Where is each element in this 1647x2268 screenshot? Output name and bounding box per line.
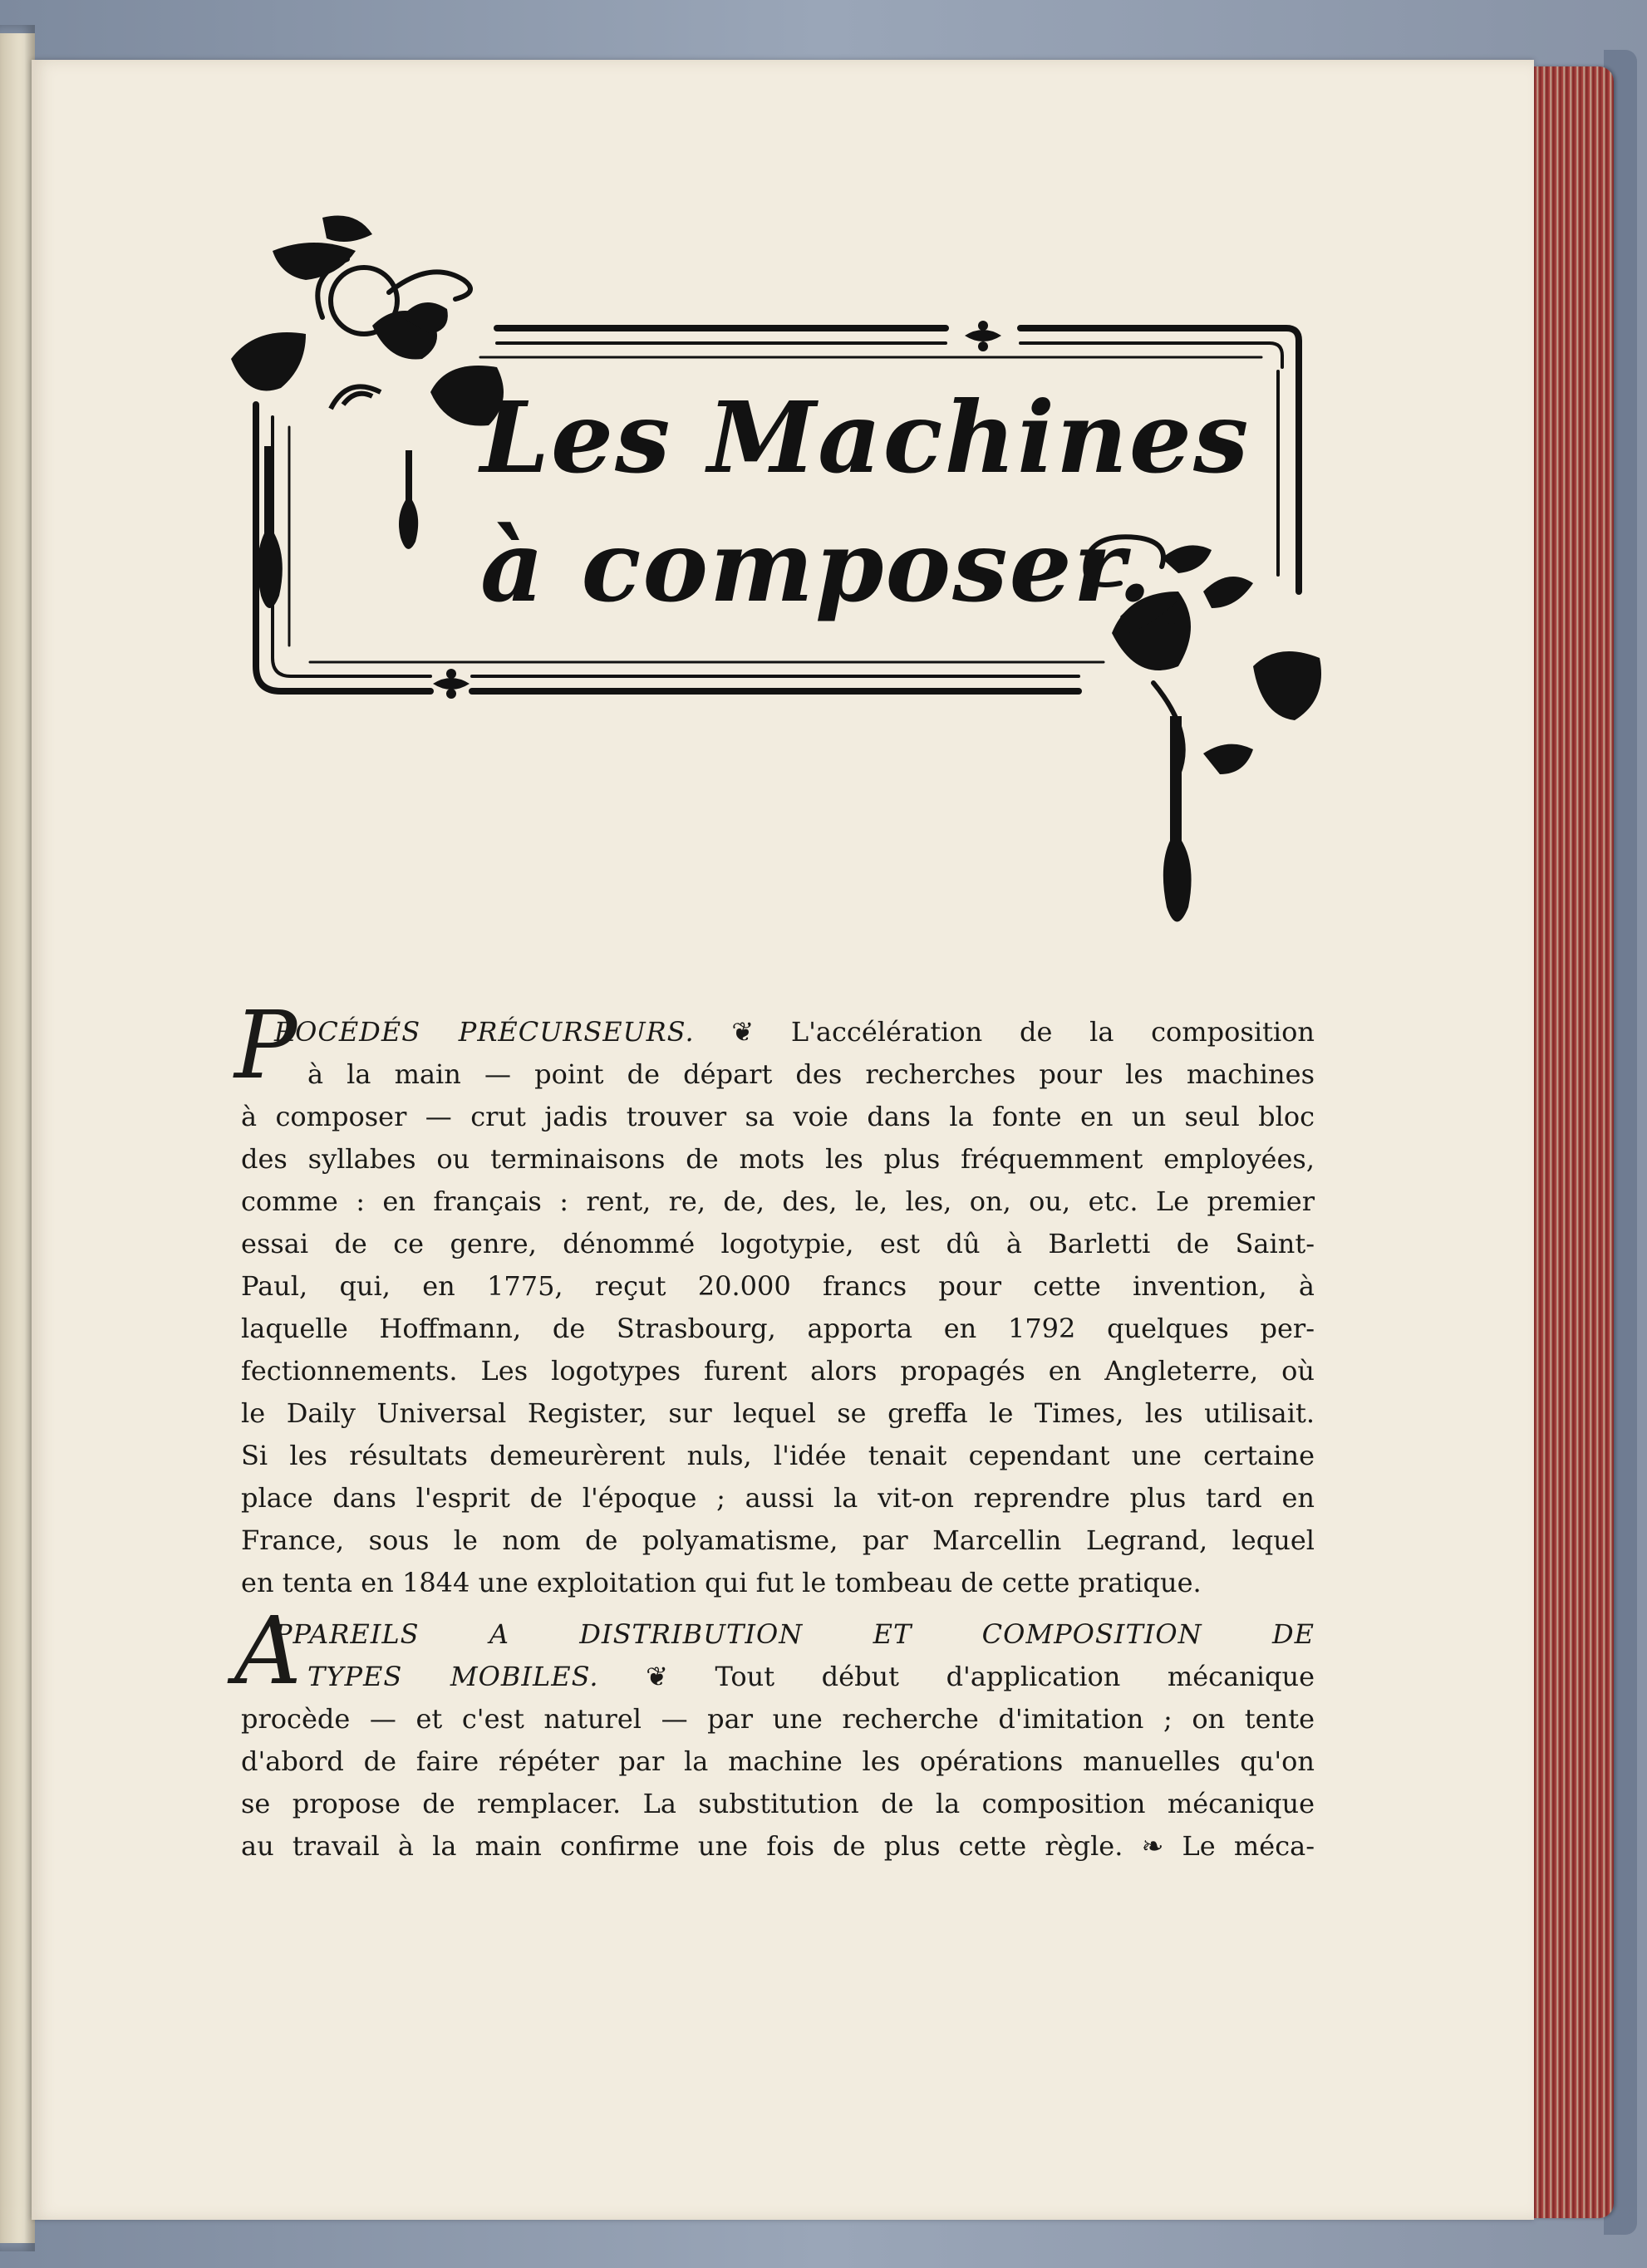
text-line: le Daily Universal Register, sur lequel se greffa le Times, les utilisait. xyxy=(241,1397,1315,1429)
text-line: en tenta en 1844 une exploitation qui fut le tombeau de cette pratique. xyxy=(241,1567,1202,1598)
text-line: au travail à la main confirme une fois de plus cette règle. ❧ Le méca- xyxy=(241,1830,1315,1862)
leaf-separator: ❦ xyxy=(646,1661,668,1692)
section-heading-line-2: TYPES MOBILES. xyxy=(307,1661,599,1692)
text-line: d'abord de faire répéter par la machine les opérations manuelles qu'on xyxy=(241,1745,1315,1777)
title-line-2: à composer. xyxy=(480,508,1154,624)
dropcap-a: A xyxy=(234,1598,302,1706)
page-edges xyxy=(1534,66,1614,2218)
section-procedes xyxy=(234,992,1315,1604)
title-line-1: Les Machines xyxy=(480,380,1251,495)
leaf-separator: ❦ xyxy=(731,1016,755,1048)
section-heading-line-1: PPAREILS A DISTRIBUTION ET COMPOSITION DE xyxy=(274,1618,1315,1650)
text-line: ROCÉDÉS PRÉCURSEURS. ❦ L'accélération de la composition xyxy=(274,1016,1315,1048)
left-page-edge xyxy=(0,33,35,2243)
text-line: essai de ce genre, dénommé logotypie, est dû à Barletti de Saint- xyxy=(241,1228,1315,1259)
text-line: place dans l'esprit de l'époque ; aussi la vit-on reprendre plus tard en xyxy=(241,1482,1315,1514)
title-ornament xyxy=(181,201,1361,965)
dropcap-p: P xyxy=(234,992,297,1100)
text-line: TYPES MOBILES. ❦ Tout début d'application mécanique xyxy=(307,1661,1315,1692)
section-appareils xyxy=(234,1598,1315,1868)
text-line: fectionnements. Les logotypes furent alors propagés en Angleterre, où xyxy=(241,1355,1315,1387)
text-line: à la main — point de départ des recherches pour les machines xyxy=(307,1058,1315,1090)
text-line: à composer — crut jadis trouver sa voie dans la fonte en un seul bloc xyxy=(241,1101,1315,1132)
text-line: se propose de remplacer. La substitution de la composition mécanique xyxy=(241,1788,1315,1819)
text-line: Si les résultats demeurèrent nuls, l'idée tenait cependant une certaine xyxy=(241,1440,1315,1471)
book-page xyxy=(32,60,1534,2220)
text-line: des syllabes ou terminaisons de mots les plus fréquemment employées, xyxy=(241,1143,1315,1175)
text-line: Paul, qui, en 1775, reçut 20.000 francs pour cette invention, à xyxy=(241,1270,1315,1302)
show-through xyxy=(223,434,1311,476)
text-line: procède — et c'est naturel — par une recherche d'imitation ; on tente xyxy=(241,1703,1315,1735)
text-line: France, sous le nom de polyamatisme, par Marcellin Legrand, lequel xyxy=(241,1524,1315,1556)
text-line: comme : en français : rent, re, de, des, le, les, on, ou, etc. Le premier xyxy=(241,1186,1315,1217)
section-heading: ROCÉDÉS PRÉCURSEURS. xyxy=(274,1016,695,1048)
text-line: laquelle Hoffmann, de Strasbourg, apporta en 1792 quelques per- xyxy=(241,1313,1315,1344)
